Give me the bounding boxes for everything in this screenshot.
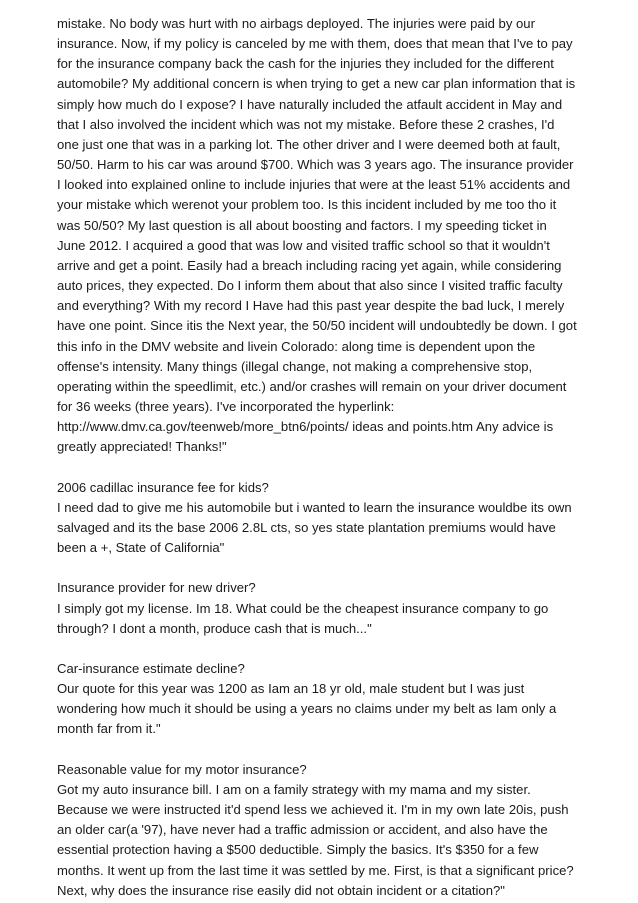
paragraph-gap [57, 558, 577, 578]
question-title: 2006 cadillac insurance fee for kids? [57, 479, 269, 495]
paragraph-gap [57, 639, 577, 659]
question-body: Our quote for this year was 1200 as Iam an 18 yr old, male student but I was just wondering how much it should be using a years no claims under my belt as Iam only a month far from it." [57, 681, 557, 737]
question-body: I simply got my license. Im 18. What could be the cheapest insurance company to go through? I dont a month, produce cash that is much..." [57, 600, 549, 636]
question-title: Reasonable value for my motor insurance? [57, 761, 307, 777]
question-block [57, 478, 577, 559]
question-block [57, 760, 577, 901]
intro-paragraph: mistake. No body was hurt with no airbags deployed. The injuries were paid by our insurance. Now, if my policy is canceled by me with them, does that mean that I've to pay for the insurance company back the cash for the injuries they included for the different automobile? My additional concern is when trying to get a new car plan information that is simply how much do I expose? I have naturally included the atfault accident in May and that I also involved the incident which was not my mistake. Before these 2 crashes, I'd one just one that was in a parking lot. The other driver and I were deemed both at fault, 50/50. Harm to his car was around $700. Which was 3 years ago. The insurance provider I looked into explained online to include injuries that were at the least 51% accidents and your mistake which werenot your problem too. Is this incident included by me too tho it was 50/50? My last question is all about boosting and factors. I my speeding ticket in June 2012. I acquired a good that was low and visited traffic school so that it wouldn't arrive and get a point. Easily had a breach including racing yet again, while considering auto prices, they expected. Do I inform them about that also since I visited traffic faculty and everything? With my record I Have had this past year despite the bad luck, I merely have one point. Since itis the Next year, the 50/50 incident will undoubtedly be down. I got this info in the DMV website and livein Colorado: along time is dependent upon the offense's intensity. Many things (illegal change, not making a comprehensive stop, operating within the speedlimit, etc.) and/or crashes will remain on your driver document for 36 weeks (three years). I've incorporated the hyperlink: http://www.dmv.ca.gov/teenweb/more_btn6/points/ ideas and points.htm Any advice is greatly appreciated! Thanks!" [57, 16, 577, 455]
paragraph-gap [57, 457, 577, 477]
paragraph-gap [57, 740, 577, 760]
question-body: Got my auto insurance bill. I am on a family strategy with my mama and my sister. Because we were instructed it'd spend less we achieved it. I'm in my own late 20is, push an older car(a '97), have never had a traffic admission or accident, and also have the essential protection having a $500 deductible. Simply the basics. It's $350 for a few months. It went up from the last time it was settled by me. First, is that a significant price? Next, why does the insurance rise easily did not obtain incident or a citation?" [57, 781, 574, 898]
question-title: Car-insurance estimate decline? [57, 660, 245, 676]
question-body: I need dad to give me his automobile but i wanted to learn the insurance wouldbe its own salvaged and its the base 2006 2.8L cts, so yes state plantation premiums would have been a +, State of California" [57, 499, 572, 556]
question-block [57, 659, 577, 740]
question-block [57, 578, 577, 638]
question-title: Insurance provider for new driver? [57, 580, 256, 596]
document-page [57, 14, 577, 901]
